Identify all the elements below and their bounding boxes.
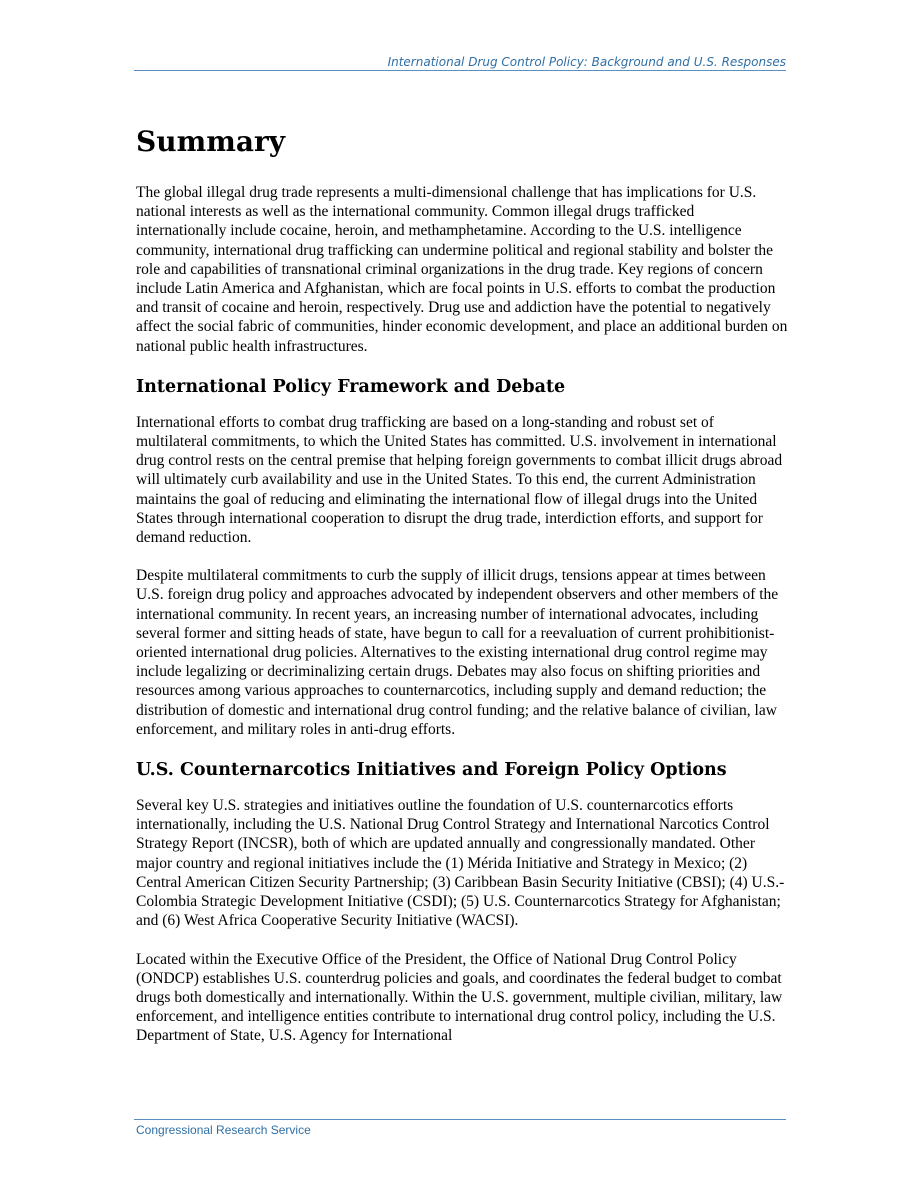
header-rule <box>134 70 786 71</box>
counternarcotics-paragraph-2: Located within the Executive Office of the President, the Office of National Drug Control Policy (ONDCP) establishes U.S. counterdrug policies and goals, and coordinates the federal budget to combat drugs both domestically and internationally. Within the U.S. government, multiple civilian, military, law enforcement, and intelligence entities contribute to international drug control policy, including the U.S. Department of State, U.S. Agency for International <box>136 950 783 1045</box>
page-title: Summary <box>136 125 285 158</box>
page-content <box>136 122 788 1065</box>
footer-rule <box>134 1119 786 1120</box>
counternarcotics-paragraph-1: Several key U.S. strategies and initiatives outline the foundation of U.S. counternarcotics efforts internationally, including the U.S. National Drug Control Strategy and International Narcotics Control Strategy Report (INCSR), both of which are updated annually and congressionally mandated. Other major country and regional initiatives include the (1) Mérida Initiative and Strategy in Mexico; (2) Central American Citizen Security Partnership; (3) Caribbean Basin Security Initiative (CBSI); (4) U.S.-Colombia Strategic Development Initiative (CSDI); (5) U.S. Counternarcotics Strategy for Afghanistan; and (6) West Africa Cooperative Security Initiative (WACSI). <box>136 797 785 930</box>
running-header: International Drug Control Policy: Background and U.S. Responses <box>387 55 786 69</box>
policy-framework-paragraph-1: International efforts to combat drug trafficking are based on a long-standing and robust set of multilateral commitments, to which the United States has committed. U.S. involvement in international drug control rests on the central premise that helping foreign governments to combat illicit drugs abroad will ultimately curb availability and use in the United States. To this end, the current Administration maintains the goal of reducing and eliminating the international flow of illegal drugs into the United States through international cooperation to disrupt the drug trade, interdiction efforts, and support for demand reduction. <box>136 413 783 547</box>
footer-organization: Congressional Research Service <box>136 1123 311 1137</box>
policy-framework-paragraph-2: Despite multilateral commitments to curb the supply of illicit drugs, tensions appear at times between U.S. foreign drug policy and approaches advocated by independent observers and other members of the international community. In recent years, an increasing number of international advocates, including several former and sitting heads of state, have begun to call for a reevaluation of current prohibitionist-oriented international drug policies. Alternatives to the existing international drug control regime may include legalizing or decriminalizing certain drugs. Debates may also focus on shifting priorities and resources among various approaches to counternarcotics, including supply and demand reduction; the distribution of domestic and international drug control funding; and the relative balance of civilian, law enforcement, and military roles in anti-drug efforts. <box>136 567 779 738</box>
section-heading-policy-framework: International Policy Framework and Debate <box>136 376 566 397</box>
intro-paragraph: The global illegal drug trade represents a multi-dimensional challenge that has implications for U.S. national interests as well as the international community. Common illegal drugs trafficked internationally include cocaine, heroin, and methamphetamine. According to the U.S. intelligence community, international drug trafficking can undermine political and regional stability and bolster the role and capabilities of transnational criminal organizations in the drug trade. Key regions of concern include Latin America and Afghanistan, which are focal points in U.S. efforts to combat the production and transit of cocaine and heroin, respectively. Drug use and addiction have the potential to negatively affect the social fabric of communities, hinder economic development, and place an additional burden on national public health infrastructures. <box>136 184 788 355</box>
section-heading-counternarcotics: U.S. Counternarcotics Initiatives and Foreign Policy Options <box>136 760 727 781</box>
